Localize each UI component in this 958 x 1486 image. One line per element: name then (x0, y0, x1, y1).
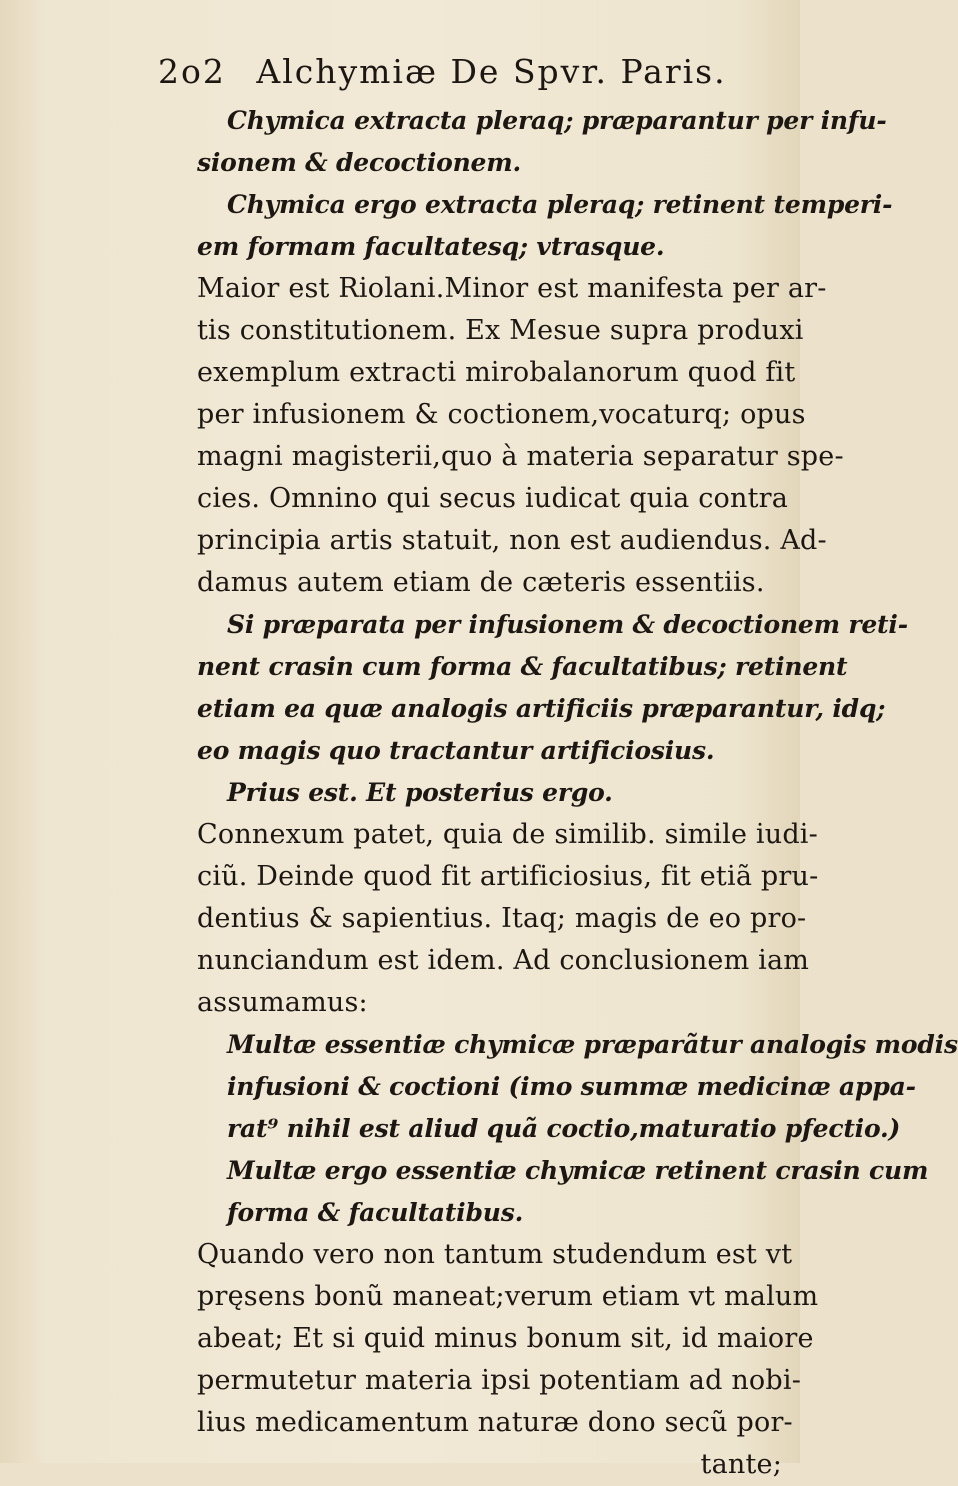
italic-text-line: rat⁹ nihil est aliud quã coctio,maturatio pfectio.) (227, 1114, 901, 1143)
italic-text-line: nent crasin cum forma & facultatibus; retinent (197, 652, 848, 681)
italic-text-line: Multæ ergo essentiæ chymicæ retinent crasin cum (227, 1156, 929, 1185)
body-text-line: exemplum extracti mirobalanorum quod fit (197, 357, 796, 388)
body-text-line: Connexum patet, quia de similib. simile iudi- (197, 819, 818, 850)
italic-text-line: etiam ea quæ analogis artificiis præparantur, idq; (197, 694, 886, 723)
italic-text-line: forma & facultatibus. (227, 1198, 524, 1227)
body-text-line: Quando vero non tantum studendum est vt (197, 1239, 793, 1270)
italic-text-line: eo magis quo tractantur artificiosius. (197, 736, 715, 765)
body-text-line: ciũ. Deinde quod fit artificiosius, fit etiã pru- (197, 861, 819, 892)
body-text-line: dentius & sapientius. Itaq; magis de eo pro- (197, 903, 807, 934)
body-text-line: damus autem etiam de cæteris essentiis. (197, 567, 765, 598)
body-text-line: pręsens bonũ maneat;verum etiam vt malum (197, 1281, 819, 1312)
catchword: tante; (700, 1449, 782, 1480)
body-text-line: assumamus: (197, 987, 368, 1018)
body-text-line: tis constitutionem. Ex Mesue supra produxi (197, 315, 804, 346)
page-number: 2o2 (158, 52, 226, 91)
italic-text-line: infusioni & coctioni (imo summæ medicinæ appa- (227, 1072, 916, 1101)
body-text-line: per infusionem & coctionem,vocaturq; opus (197, 399, 806, 430)
body-text-line: cies. Omnino qui secus iudicat quia contra (197, 483, 789, 514)
body-text-line: permutetur materia ipsi potentiam ad nobi- (197, 1365, 802, 1396)
italic-text-line: em formam facultatesq; vtrasque. (197, 232, 665, 261)
running-head (158, 52, 768, 91)
italic-text-line: Si præparata per infusionem & decoctionem reti- (227, 610, 908, 639)
body-text-line: nunciandum est idem. Ad conclusionem iam (197, 945, 810, 976)
body-text-line: abeat; Et si quid minus bonum sit, id maiore (197, 1323, 814, 1354)
text-body (197, 100, 958, 1486)
body-text-line: principia artis statuit, non est audiendus. Ad- (197, 525, 827, 556)
body-text-line: lius medicamentum naturæ dono secũ por- (197, 1407, 793, 1438)
italic-text-line: Chymica extracta pleraq; præparantur per infu- (227, 106, 887, 135)
italic-text-line: Prius est. Et posterius ergo. (227, 778, 613, 807)
italic-text-line: Multæ essentiæ chymicæ præparãtur analogis modis (227, 1030, 958, 1059)
italic-text-line: Chymica ergo extracta pleraq; retinent temperi- (227, 190, 893, 219)
body-text-line: Maior est Riolani.Minor est manifesta per ar- (197, 273, 827, 304)
italic-text-line: sionem & decoctionem. (197, 148, 522, 177)
body-text-line: magni magisterii,quo à materia separatur spe- (197, 441, 844, 472)
running-title: Alchymiæ De Spvr. Paris. (256, 52, 727, 91)
